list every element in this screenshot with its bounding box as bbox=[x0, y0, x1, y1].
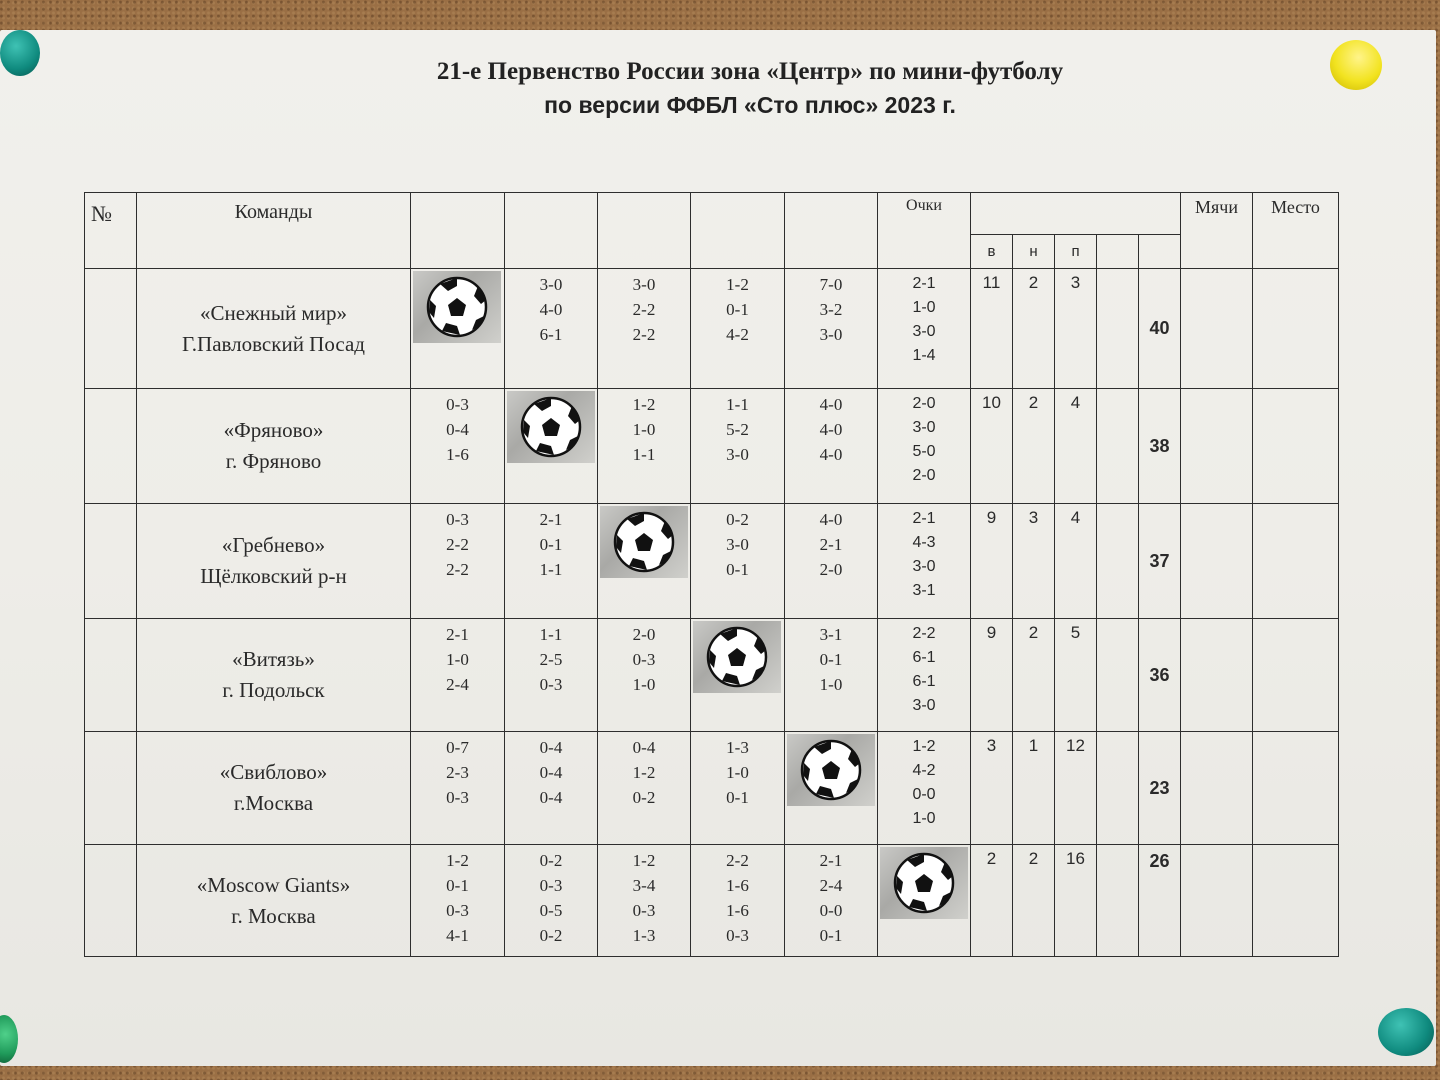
match-results-cell bbox=[691, 269, 785, 389]
goals-cell bbox=[1181, 504, 1253, 619]
match-results-cell bbox=[598, 269, 691, 389]
wins-count: 11 bbox=[971, 269, 1013, 389]
match-score: 3-2 bbox=[819, 300, 843, 319]
team-row bbox=[85, 732, 1339, 845]
match-score: 0-2 bbox=[726, 510, 749, 529]
row-number bbox=[85, 845, 137, 957]
header-opponent-3 bbox=[598, 193, 691, 269]
match-score: 2-5 bbox=[539, 650, 563, 669]
match-results-cell bbox=[691, 504, 785, 619]
header-opponent-2 bbox=[505, 193, 598, 269]
header-draws: н bbox=[1013, 235, 1055, 269]
points-results-cell bbox=[878, 619, 971, 732]
match-score: 1-0 bbox=[726, 763, 749, 782]
match-score: 2-2 bbox=[912, 625, 936, 642]
match-score: 4-0 bbox=[819, 445, 843, 464]
row-number bbox=[85, 732, 137, 845]
match-score: 1-2 bbox=[632, 763, 656, 782]
pushpin-top-left bbox=[0, 30, 40, 76]
match-score: 1-1 bbox=[539, 560, 563, 579]
standings-table bbox=[84, 192, 1339, 957]
match-score: 0-3 bbox=[446, 788, 469, 807]
match-score: 0-4 bbox=[539, 788, 563, 807]
match-results-cell bbox=[505, 845, 598, 957]
match-score: 1-3 bbox=[726, 738, 749, 757]
match-score: 0-1 bbox=[819, 926, 843, 945]
goals-cell bbox=[1181, 845, 1253, 957]
points-results-cell bbox=[878, 732, 971, 845]
match-results-cell bbox=[598, 845, 691, 957]
losses-count: 4 bbox=[1055, 389, 1097, 504]
points-results-cell bbox=[878, 389, 971, 504]
match-score: 0-3 bbox=[446, 395, 469, 414]
match-score: 0-3 bbox=[632, 901, 656, 920]
losses-count: 3 bbox=[1055, 269, 1097, 389]
match-results-cell bbox=[691, 732, 785, 845]
match-score: 0-2 bbox=[539, 851, 563, 870]
match-score: 2-1 bbox=[446, 625, 469, 644]
match-score: 2-0 bbox=[632, 625, 656, 644]
goals-cell bbox=[1181, 619, 1253, 732]
team-city: г. Фряново bbox=[225, 449, 322, 473]
match-score: 3-0 bbox=[726, 445, 749, 464]
match-score: 3-1 bbox=[819, 625, 843, 644]
match-score: 2-1 bbox=[819, 851, 843, 870]
wins-count: 9 bbox=[971, 619, 1013, 732]
match-results-cell bbox=[411, 732, 505, 845]
match-score: 2-2 bbox=[446, 535, 469, 554]
team-cell bbox=[137, 389, 411, 504]
match-score: 1-6 bbox=[726, 901, 749, 920]
match-score: 1-2 bbox=[446, 851, 469, 870]
soccer-ball-icon bbox=[413, 271, 501, 343]
match-score: 0-4 bbox=[539, 738, 563, 757]
extra-blank bbox=[1097, 389, 1139, 504]
wins-count: 2 bbox=[971, 845, 1013, 957]
header-results-group bbox=[971, 193, 1181, 235]
match-score: 2-1 bbox=[912, 275, 936, 292]
soccer-ball-icon bbox=[693, 621, 781, 693]
header-blank-2 bbox=[1139, 235, 1181, 269]
soccer-ball-icon bbox=[600, 506, 688, 578]
goals-cell bbox=[1181, 732, 1253, 845]
soccer-ball-icon bbox=[880, 847, 968, 919]
match-score: 1-4 bbox=[912, 347, 936, 364]
goals-cell bbox=[1181, 389, 1253, 504]
header-blank-1 bbox=[1097, 235, 1139, 269]
match-score: 2-1 bbox=[539, 510, 563, 529]
wins-count: 3 bbox=[971, 732, 1013, 845]
match-score: 2-2 bbox=[726, 851, 749, 870]
match-score: 0-2 bbox=[539, 926, 563, 945]
header-opponent-1 bbox=[411, 193, 505, 269]
goals-cell bbox=[1181, 269, 1253, 389]
match-score: 1-1 bbox=[632, 445, 656, 464]
match-score: 1-1 bbox=[726, 395, 749, 414]
header-losses: п bbox=[1055, 235, 1097, 269]
match-results-cell bbox=[785, 619, 878, 732]
match-results-cell bbox=[598, 619, 691, 732]
match-score: 6-1 bbox=[912, 649, 936, 666]
match-score: 1-2 bbox=[632, 851, 656, 870]
header-opponent-5 bbox=[785, 193, 878, 269]
match-score: 0-3 bbox=[539, 675, 563, 694]
match-score: 0-3 bbox=[446, 901, 469, 920]
self-match-cell bbox=[598, 504, 691, 619]
match-score: 0-3 bbox=[446, 510, 469, 529]
match-score: 2-0 bbox=[912, 395, 936, 412]
team-city: г. Подольск bbox=[222, 678, 325, 702]
match-score: 1-2 bbox=[726, 275, 749, 294]
match-score: 5-2 bbox=[726, 420, 749, 439]
match-score: 3-0 bbox=[912, 558, 936, 575]
match-results-cell bbox=[598, 732, 691, 845]
match-score: 1-2 bbox=[632, 395, 656, 414]
team-city: г.Москва bbox=[233, 791, 314, 815]
match-results-cell bbox=[505, 619, 598, 732]
header-opponent-4 bbox=[691, 193, 785, 269]
header-goals: Мячи bbox=[1181, 193, 1253, 269]
match-score: 4-0 bbox=[819, 420, 843, 439]
match-score: 0-1 bbox=[539, 535, 563, 554]
match-score: 1-1 bbox=[539, 625, 563, 644]
match-score: 1-6 bbox=[726, 876, 749, 895]
extra-blank bbox=[1097, 732, 1139, 845]
match-score: 2-1 bbox=[819, 535, 843, 554]
match-score: 3-0 bbox=[726, 535, 749, 554]
pushpin-bottom-right bbox=[1378, 1008, 1434, 1056]
place-cell bbox=[1253, 619, 1339, 732]
match-score: 6-1 bbox=[539, 325, 563, 344]
match-score: 4-2 bbox=[726, 325, 749, 344]
place-cell bbox=[1253, 732, 1339, 845]
draws-count: 1 bbox=[1013, 732, 1055, 845]
document-title: 21-е Первенство России зона «Центр» по мини-футболу bbox=[436, 58, 1064, 85]
document-subtitle: по версии ФФБЛ «Сто плюс» 2023 г. bbox=[544, 92, 956, 118]
team-cell bbox=[137, 269, 411, 389]
self-match-cell bbox=[785, 732, 878, 845]
match-score: 0-4 bbox=[446, 420, 469, 439]
match-score: 2-2 bbox=[632, 325, 656, 344]
place-cell bbox=[1253, 389, 1339, 504]
total-points: 36 bbox=[1139, 619, 1181, 732]
match-score: 0-0 bbox=[819, 901, 843, 920]
match-score: 2-1 bbox=[912, 510, 936, 527]
match-score: 4-1 bbox=[446, 926, 469, 945]
match-score: 1-0 bbox=[632, 675, 656, 694]
team-city: г. Москва bbox=[231, 903, 316, 928]
match-score: 0-0 bbox=[912, 786, 936, 803]
match-score: 4-3 bbox=[912, 534, 936, 551]
match-score: 3-0 bbox=[912, 697, 936, 714]
team-name: «Moscow Giants» bbox=[196, 872, 351, 897]
match-score: 7-0 bbox=[819, 275, 843, 294]
match-score: 3-0 bbox=[539, 275, 563, 294]
wins-count: 10 bbox=[971, 389, 1013, 504]
team-name: «Свиблово» bbox=[219, 760, 328, 784]
match-score: 2-4 bbox=[819, 876, 843, 895]
place-cell bbox=[1253, 504, 1339, 619]
team-city: Г.Павловский Посад bbox=[182, 331, 365, 356]
soccer-ball-icon bbox=[507, 391, 595, 463]
match-results-cell bbox=[598, 389, 691, 504]
match-results-cell bbox=[411, 389, 505, 504]
match-score: 1-2 bbox=[912, 738, 936, 755]
points-results-cell bbox=[878, 269, 971, 389]
self-match-cell bbox=[505, 389, 598, 504]
team-city: Щёлковский р-н bbox=[200, 564, 347, 588]
team-cell bbox=[137, 619, 411, 732]
soccer-ball-icon bbox=[787, 734, 875, 806]
match-score: 3-0 bbox=[819, 325, 843, 344]
match-results-cell bbox=[785, 269, 878, 389]
match-score: 0-3 bbox=[539, 876, 563, 895]
match-score: 3-4 bbox=[632, 876, 656, 895]
match-score: 5-0 bbox=[912, 443, 936, 460]
team-row bbox=[85, 389, 1339, 504]
match-score: 0-4 bbox=[632, 738, 656, 757]
extra-blank bbox=[1097, 504, 1139, 619]
header-points: Очки bbox=[878, 193, 971, 269]
match-score: 2-0 bbox=[819, 560, 843, 579]
match-score: 3-0 bbox=[912, 323, 936, 340]
total-points: 40 bbox=[1139, 269, 1181, 389]
match-score: 0-3 bbox=[632, 650, 656, 669]
match-score: 3-0 bbox=[632, 275, 656, 294]
match-score: 1-0 bbox=[632, 420, 656, 439]
match-score: 4-0 bbox=[819, 395, 843, 414]
header-wins: в bbox=[971, 235, 1013, 269]
draws-count: 3 bbox=[1013, 504, 1055, 619]
row-number bbox=[85, 504, 137, 619]
match-score: 0-1 bbox=[726, 560, 749, 579]
match-score: 2-2 bbox=[446, 560, 469, 579]
team-name: «Фряново» bbox=[223, 418, 324, 442]
team-row bbox=[85, 269, 1339, 389]
match-score: 1-0 bbox=[819, 675, 843, 694]
total-points: 38 bbox=[1139, 389, 1181, 504]
match-score: 0-5 bbox=[539, 901, 563, 920]
team-row bbox=[85, 504, 1339, 619]
match-score: 4-0 bbox=[539, 300, 563, 319]
match-score: 2-0 bbox=[912, 467, 936, 484]
match-score: 2-3 bbox=[446, 763, 469, 782]
row-number bbox=[85, 269, 137, 389]
match-score: 1-0 bbox=[912, 299, 936, 316]
extra-blank bbox=[1097, 619, 1139, 732]
points-results-cell bbox=[878, 504, 971, 619]
match-score: 0-1 bbox=[819, 650, 843, 669]
match-score: 1-0 bbox=[912, 810, 936, 827]
total-points: 23 bbox=[1139, 732, 1181, 845]
extra-blank bbox=[1097, 845, 1139, 957]
match-score: 4-0 bbox=[819, 510, 843, 529]
team-cell bbox=[137, 504, 411, 619]
team-row bbox=[85, 845, 1339, 957]
pushpin-top-right bbox=[1330, 40, 1382, 90]
losses-count: 5 bbox=[1055, 619, 1097, 732]
match-score: 3-0 bbox=[912, 419, 936, 436]
place-cell bbox=[1253, 269, 1339, 389]
team-name: «Снежный мир» bbox=[200, 300, 347, 325]
team-name: «Гребнево» bbox=[221, 533, 326, 557]
match-results-cell bbox=[411, 504, 505, 619]
match-score: 6-1 bbox=[912, 673, 936, 690]
match-score: 1-6 bbox=[446, 445, 469, 464]
match-results-cell bbox=[785, 389, 878, 504]
match-score: 0-7 bbox=[446, 738, 469, 757]
draws-count: 2 bbox=[1013, 389, 1055, 504]
match-score: 2-2 bbox=[632, 300, 656, 319]
draws-count: 2 bbox=[1013, 619, 1055, 732]
match-results-cell bbox=[691, 845, 785, 957]
draws-count: 2 bbox=[1013, 269, 1055, 389]
match-results-cell bbox=[505, 504, 598, 619]
header-number: № bbox=[85, 193, 137, 269]
match-score: 0-3 bbox=[726, 926, 749, 945]
wins-count: 9 bbox=[971, 504, 1013, 619]
losses-count: 12 bbox=[1055, 732, 1097, 845]
extra-blank bbox=[1097, 269, 1139, 389]
draws-count: 2 bbox=[1013, 845, 1055, 957]
match-score: 1-3 bbox=[632, 926, 656, 945]
match-score: 4-2 bbox=[912, 762, 936, 779]
losses-count: 16 bbox=[1055, 845, 1097, 957]
match-score: 0-1 bbox=[726, 788, 749, 807]
match-results-cell bbox=[691, 389, 785, 504]
team-cell bbox=[137, 732, 411, 845]
match-score: 0-2 bbox=[632, 788, 656, 807]
team-name: «Витязь» bbox=[232, 647, 315, 671]
total-points: 37 bbox=[1139, 504, 1181, 619]
self-match-cell bbox=[691, 619, 785, 732]
match-score: 3-1 bbox=[912, 582, 936, 599]
header-place: Место bbox=[1253, 193, 1339, 269]
total-points: 26 bbox=[1139, 845, 1181, 957]
losses-count: 4 bbox=[1055, 504, 1097, 619]
match-results-cell bbox=[785, 845, 878, 957]
match-score: 0-1 bbox=[726, 300, 749, 319]
row-number bbox=[85, 389, 137, 504]
header-teams: Команды bbox=[137, 193, 411, 269]
match-results-cell bbox=[785, 504, 878, 619]
row-number bbox=[85, 619, 137, 732]
place-cell bbox=[1253, 845, 1339, 957]
self-match-cell bbox=[411, 269, 505, 389]
match-results-cell bbox=[505, 732, 598, 845]
match-score: 0-1 bbox=[446, 876, 469, 895]
team-cell bbox=[137, 845, 411, 957]
match-score: 2-4 bbox=[446, 675, 469, 694]
self-match-cell bbox=[878, 845, 971, 957]
match-results-cell bbox=[411, 619, 505, 732]
match-score: 0-4 bbox=[539, 763, 563, 782]
match-results-cell bbox=[411, 845, 505, 957]
match-score: 1-0 bbox=[446, 650, 469, 669]
team-row bbox=[85, 619, 1339, 732]
match-results-cell bbox=[505, 269, 598, 389]
